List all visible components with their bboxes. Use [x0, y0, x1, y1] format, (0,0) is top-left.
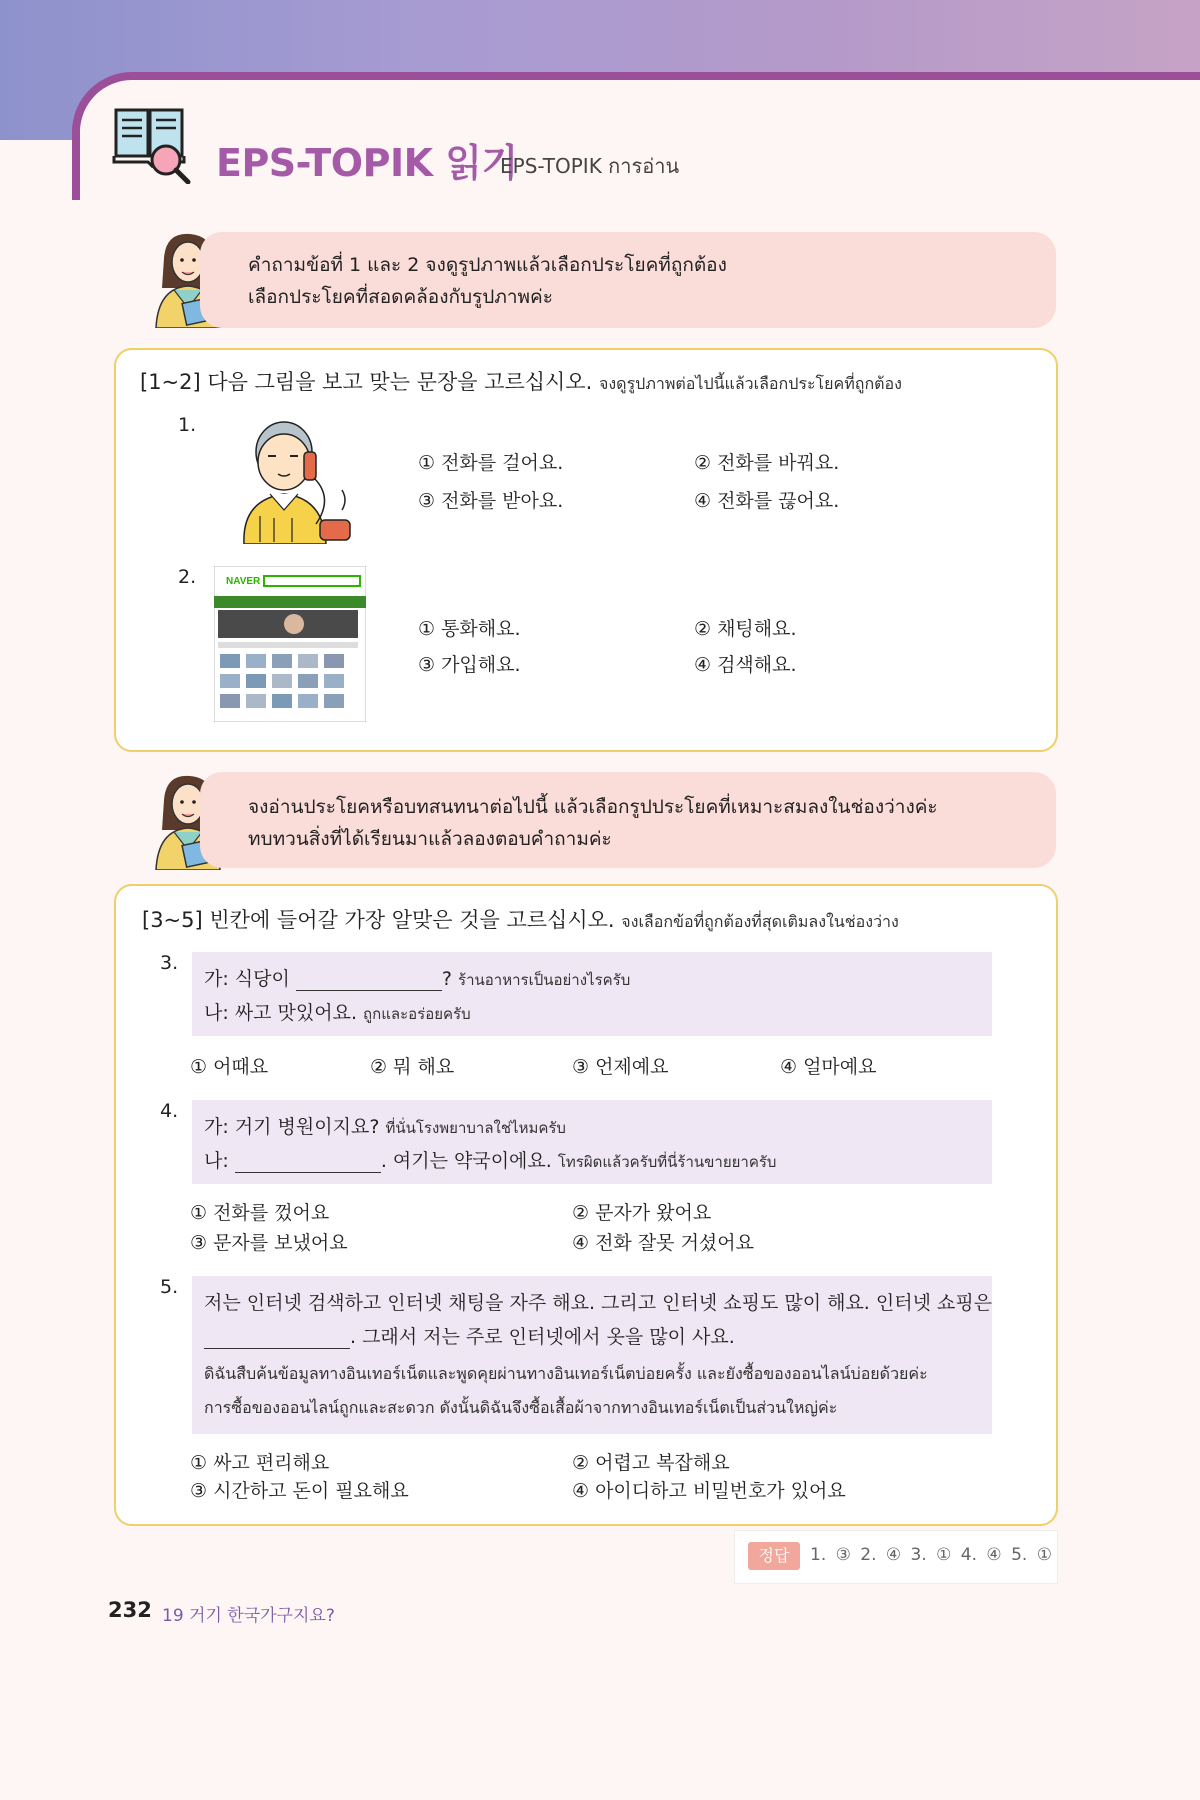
option[interactable]: ② 채팅해요. [694, 618, 797, 640]
question-number: 1. [178, 414, 197, 436]
option[interactable]: ③ 언제예요 [572, 1056, 669, 1078]
dialog-text: 가: 식당이 [204, 968, 290, 990]
dialog-line [204, 1146, 776, 1174]
option[interactable]: ① 전화를 걸어요. [418, 452, 564, 474]
instruction-line: ทบทวนสิ่งที่ได้เรียนมาแล้วลองตอบคำถามค่ะ [248, 828, 612, 850]
page-subtitle: EPS-TOPIK การอ่าน [500, 154, 680, 178]
option[interactable]: ② 전화를 바꿔요. [694, 452, 840, 474]
option[interactable]: ① 전화를 껐어요 [190, 1202, 330, 1224]
instruction-line: จงอ่านประโยคหรือบทสนทนาต่อไปนี้ แล้วเลือกรูปประโยคที่เหมาะสมลงในช่องว่างค่ะ [248, 796, 938, 818]
dialog-translation: โทรผิดแล้วครับที่นี่ร้านขายยาครับ [557, 1153, 777, 1171]
dialog-translation: ถูกและอร่อยครับ [363, 1005, 471, 1023]
dialog-text: . 여기는 약국이에요. [380, 1150, 552, 1172]
dialog-text: 나: [204, 1150, 229, 1172]
option[interactable]: ③ 가입해요. [418, 654, 521, 676]
option[interactable]: ② 어렵고 복잡해요 [572, 1452, 730, 1474]
instruction-line: คำถามข้อที่ 1 และ 2 จงดูรูปภาพแล้วเลือกประโยคที่ถูกต้อง [248, 254, 727, 276]
section-heading-th: จงดูรูปภาพต่อไปนี้แล้วเลือกประโยคที่ถูกต้อง [598, 374, 902, 393]
option[interactable]: ④ 검색해요. [694, 654, 797, 676]
book-magnifier-icon [112, 104, 192, 184]
answer-blank[interactable] [204, 1326, 350, 1349]
option[interactable]: ④ 얼마예요 [780, 1056, 877, 1078]
naver-logo: NAVER [226, 576, 261, 587]
option[interactable]: ④ 아이디하고 비밀번호가 있어요 [572, 1480, 846, 1502]
option[interactable]: ① 어때요 [190, 1056, 269, 1078]
dialog-translation: ที่นั่นโรงพยาบาลใช่ไหมครับ [385, 1119, 566, 1137]
answer-key-list: 1. ③ 2. ④ 3. ① 4. ④ 5. ① [810, 1545, 1052, 1565]
section-heading-ko: [1~2] 다음 그림을 보고 맞는 문장을 고르십시오. [140, 370, 593, 394]
dialog-text: ? [441, 968, 452, 990]
naver-screenshot-illustration [214, 566, 366, 722]
dialog-text: . 그래서 저는 주로 인터넷에서 옷을 많이 사요. [350, 1326, 735, 1348]
option[interactable]: ④ 전화를 끊어요. [694, 490, 840, 512]
option[interactable]: ② 뭐 해요 [370, 1056, 455, 1078]
panel-mask [60, 200, 90, 1800]
answer-blank[interactable] [235, 1150, 381, 1173]
question-number: 3. [160, 952, 179, 974]
option[interactable]: ③ 전화를 받아요. [418, 490, 564, 512]
option[interactable]: ③ 문자를 보냈어요 [190, 1232, 348, 1254]
section-heading [142, 904, 899, 935]
section-heading-th: จงเลือกข้อที่ถูกต้องที่สุดเติมลงในช่องว่าง [621, 912, 899, 931]
passage-line [204, 1322, 735, 1349]
section-heading-ko: [3~5] 빈칸에 들어갈 가장 알맞은 것을 고르십시오. [142, 908, 615, 932]
dialog-line [204, 998, 471, 1026]
dialog-text: 가: 거기 병원이지요? [204, 1116, 380, 1138]
passage-line: 저는 인터넷 검색하고 인터넷 채팅을 자주 해요. 그리고 인터넷 쇼핑도 많이 해요. 인터넷 쇼핑은 [204, 1292, 993, 1314]
page-title: EPS-TOPIK 읽기 [216, 141, 518, 185]
dialog-line [204, 1112, 566, 1140]
passage-translation: การซื้อของออนไลน์ถูกและสะดวก ดังนั้นดิฉันจึงซื้อเสื้อผ้าจากทางอินเทอร์เน็ตเป็นส่วนใหญ่ค่ะ [204, 1398, 838, 1417]
instruction-bubble-1 [200, 232, 1056, 328]
option[interactable]: ① 싸고 편리해요 [190, 1452, 330, 1474]
option[interactable]: ③ 시간하고 돈이 필요해요 [190, 1480, 409, 1502]
answer-blank[interactable] [296, 968, 442, 991]
dialog-text: 나: 싸고 맛있어요. [204, 1002, 357, 1024]
page-number: 232 [108, 1598, 152, 1622]
answer-key-tag: 정답 [748, 1542, 800, 1570]
question-number: 2. [178, 566, 197, 588]
option[interactable]: ④ 전화 잘못 거셨어요 [572, 1232, 754, 1254]
question-number: 4. [160, 1100, 179, 1122]
option[interactable]: ② 문자가 왔어요 [572, 1202, 712, 1224]
option[interactable]: ① 통화해요. [418, 618, 521, 640]
man-on-phone-illustration [230, 412, 362, 544]
dialog-translation: ร้านอาหารเป็นอย่างไรครับ [458, 971, 631, 989]
dialog-line [204, 964, 630, 992]
passage-translation: ดิฉันสืบค้นข้อมูลทางอินเทอร์เน็ตและพูดคุยผ่านทางอินเทอร์เน็ตบ่อยครั้ง และยังซื้อของออนไลน์บ่อยด้วยค่ะ [204, 1364, 928, 1383]
chapter-title: 19 거기 한국가구지요? [162, 1606, 335, 1626]
instruction-line: เลือกประโยคที่สอดคล้องกับรูปภาพค่ะ [248, 286, 553, 308]
section-heading [140, 366, 902, 397]
question-number: 5. [160, 1276, 179, 1298]
